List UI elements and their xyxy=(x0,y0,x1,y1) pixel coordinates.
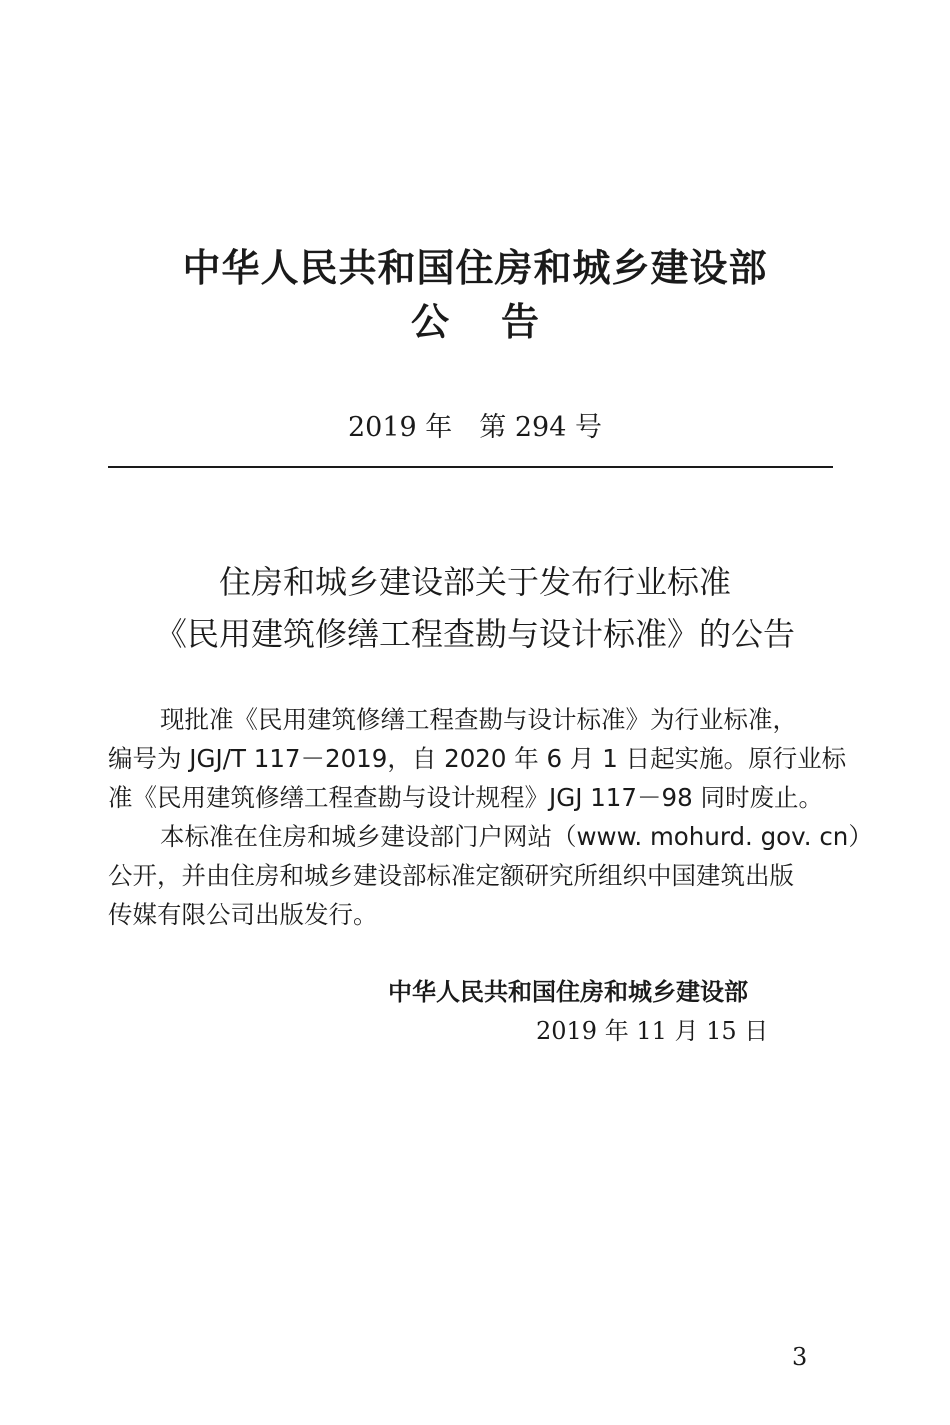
signature-organization: 中华人民共和国住房和城乡建设部 xyxy=(388,978,748,1006)
header-divider xyxy=(108,466,833,468)
body-line: 传媒有限公司出版发行。 xyxy=(108,900,378,929)
notice-body xyxy=(108,700,873,934)
issuer-title: 中华人民共和国住房和城乡建设部 xyxy=(182,246,768,290)
body-line: 公开，并由住房和城乡建设部标准定额研究所组织中国建筑出版 xyxy=(108,861,794,890)
subject-line-1: 住房和城乡建设部关于发布行业标准 xyxy=(218,563,731,601)
signature-date: 2019 年 11 月 15 日 xyxy=(536,1017,769,1045)
page-number: 3 xyxy=(792,1343,808,1371)
notice-subject xyxy=(0,556,950,660)
body-line: 本标准在住房和城乡建设部门户网站（www. mohurd. gov. cn） xyxy=(160,822,873,851)
subject-line-2: 《民用建筑修缮工程查勘与设计标准》的公告 xyxy=(154,615,795,653)
body-line: 准《民用建筑修缮工程查勘与设计规程》JGJ 117－98 同时废止。 xyxy=(108,783,823,812)
notice-title: 公告 xyxy=(410,300,591,344)
issue-number: 2019 年 第 294 号 xyxy=(348,412,602,443)
body-line: 现批准《民用建筑修缮工程查勘与设计标准》为行业标准， xyxy=(160,705,797,734)
body-line: 编号为 JGJ/T 117－2019，自 2020 年 6 月 1 日起实施。原行业标 xyxy=(108,744,847,773)
